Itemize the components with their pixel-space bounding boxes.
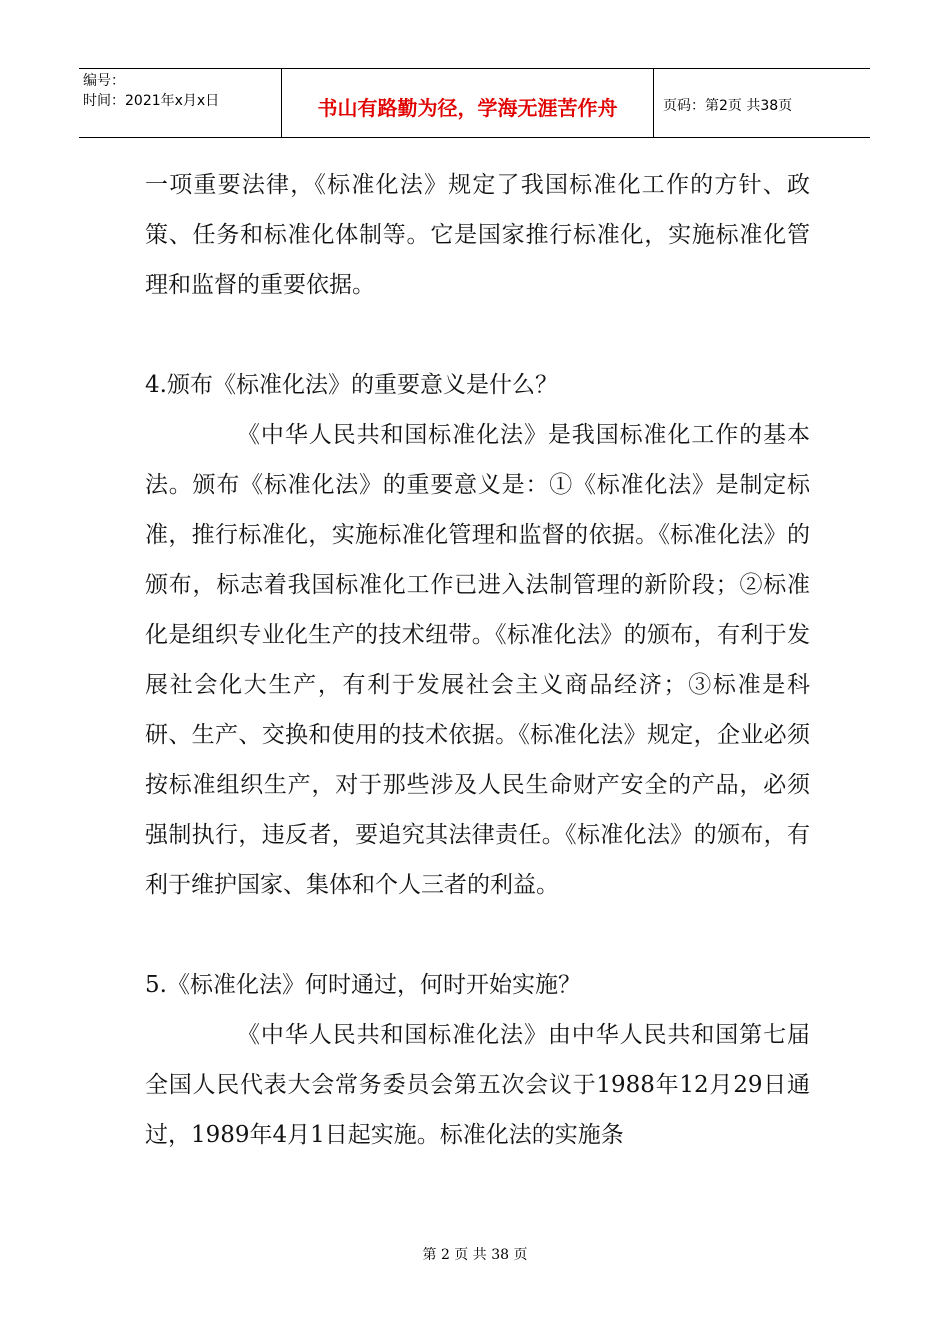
- paragraph-continued: 一项重要法律，《标准化法》规定了我国标准化工作的方针、政策、任务和标准化体制等。它是国家推行标准化，实施标准化管理和监督的重要依据。: [145, 172, 810, 298]
- paragraph-gap: [145, 910, 810, 960]
- question-5-heading: 5.《标准化法》何时通过，何时开始实施？: [145, 972, 581, 998]
- question-4-answer: 《中华人民共和国标准化法》是我国标准化工作的基本法。颁布《标准化法》的重要意义是：①《标准化法》是制定标准，推行标准化，实施标准化管理和监督的依据。《标准化法》的颁布，标志着我国标准化工作已进入法制管理的新阶段；②标准化是组织专业化生产的技术纽带。《标准化法》的颁布，有利于发展社会化大生产，有利于发展社会主义商品经济；③标准是科研、生产、交换和使用的技术依据。《标准化法》规定，企业必须按标准组织生产，对于那些涉及人民生命财产安全的产品，必须强制执行，违反者，要追究其法律责任。《标准化法》的颁布，有利于维护国家、集体和个人三者的利益。: [145, 422, 810, 898]
- page-header: [79, 68, 870, 138]
- header-page-info: 页码：第2页 共38页: [663, 98, 793, 114]
- page-footer: 第 2 页 共 38 页: [422, 1247, 528, 1263]
- question-4-heading: 4.颁布《标准化法》的重要意义是什么？: [145, 372, 558, 398]
- question-5-answer: 《中华人民共和国标准化法》由中华人民共和国第七届全国人民代表大会常务委员会第五次会议于1988年12月29日通过，1989年4月1日起实施。标准化法的实施条: [145, 1022, 810, 1148]
- header-meta: [79, 69, 282, 137]
- document-body: [145, 160, 810, 1160]
- number-label: 编号：: [83, 73, 125, 89]
- paragraph-gap: [145, 310, 810, 360]
- header-motto: 书山有路勤为径，学海无涯苦作舟: [282, 69, 654, 137]
- time-label: 时间：2021年x月x日: [83, 93, 220, 109]
